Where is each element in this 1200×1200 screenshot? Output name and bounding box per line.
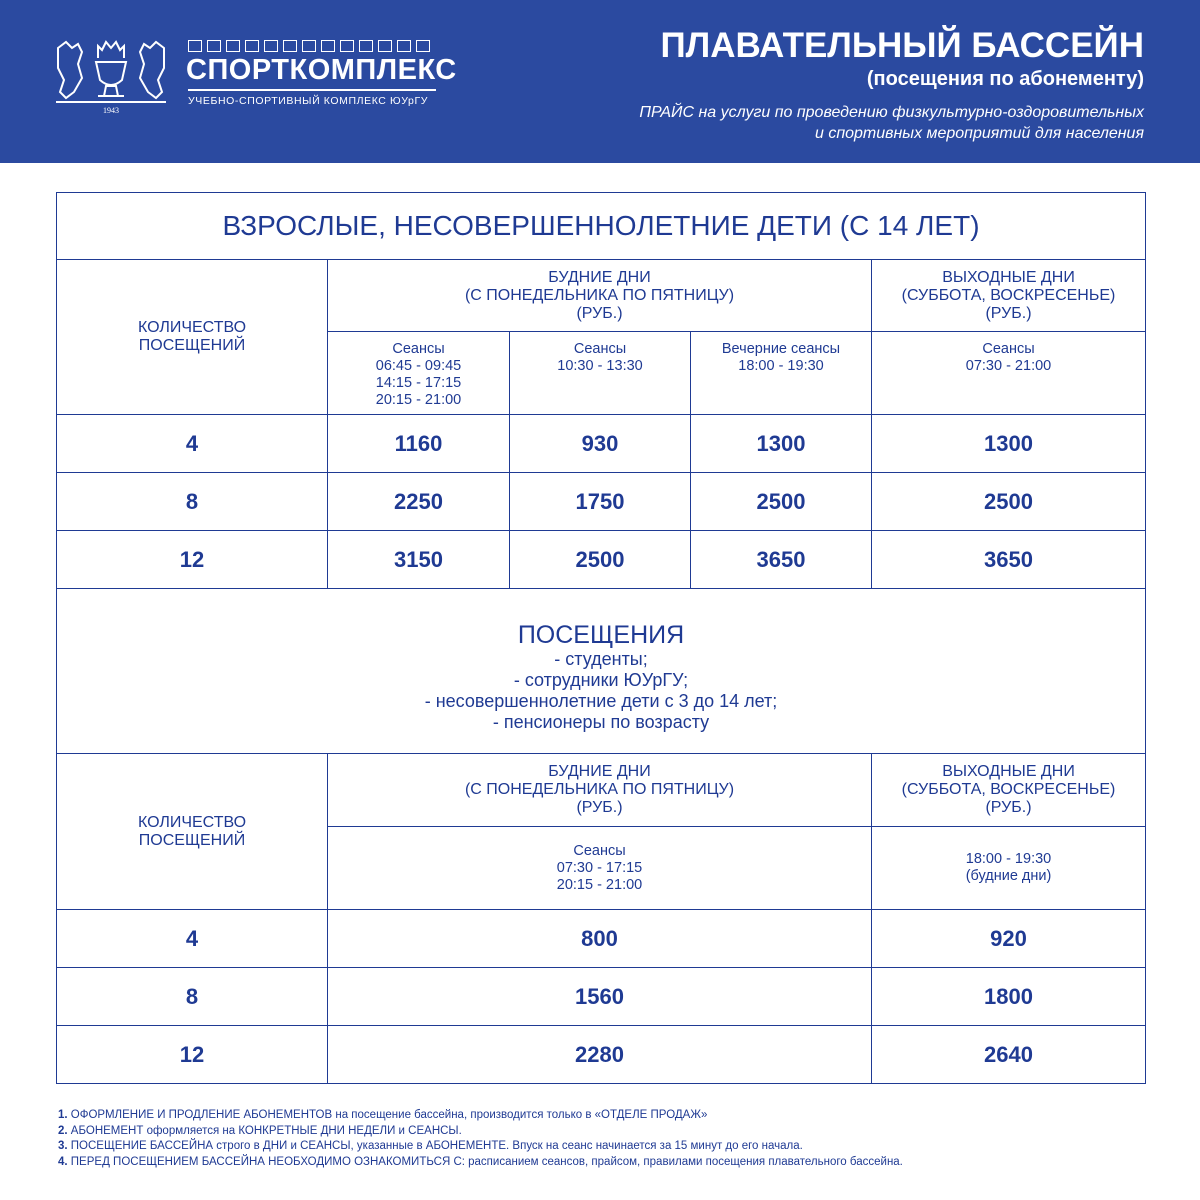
- price-note-line: ПРАЙС на услуги по проведению физкультурно-оздоровительных: [639, 104, 1144, 121]
- session-cell: [510, 332, 691, 415]
- footnote-text: ПЕРЕД ПОСЕЩЕНИЕМ БАССЕЙНА НЕОБХОДИМО ОЗНАКОМИТЬСЯ С: расписанием сеансов, прайсом, правилами посещения плавательного бассейна.: [67, 1155, 903, 1168]
- header-banner: [0, 0, 1200, 163]
- price-cell: 2500: [872, 473, 1146, 531]
- visit-count: 12: [57, 531, 328, 589]
- session-line: Сеансы: [573, 842, 626, 859]
- footnote-text: ОФОРМЛЕНИЕ И ПРОДЛЕНИЕ АБОНЕМЕНТОВ на посещение бассейна, производится только в «ОТДЕЛЕ ПРОДАЖ»: [67, 1109, 708, 1121]
- weekdays-header: [328, 754, 872, 827]
- weekend-header-line: (СУББОТА, ВОСКРЕСЕНЬЕ): [901, 286, 1116, 304]
- price-cell: 2250: [328, 473, 510, 531]
- weekend-header: [872, 754, 1146, 827]
- count-header: [57, 260, 328, 415]
- footnote: [58, 1139, 903, 1155]
- session-line: 14:15 - 17:15: [375, 375, 462, 391]
- weekend-header-line: (РУБ.): [985, 304, 1032, 322]
- visits-section: [57, 589, 1146, 754]
- footnote-number: 4.: [58, 1155, 68, 1168]
- price-cell: 2500: [510, 531, 691, 589]
- weekdays-header-line: (С ПОНЕДЕЛЬНИКА ПО ПЯТНИЦУ): [464, 781, 735, 798]
- price-table: [56, 192, 1146, 1084]
- sport-icon: [207, 40, 221, 52]
- weekdays-header-line: (С ПОНЕДЕЛЬНИКА ПО ПЯТНИЦУ): [464, 286, 735, 304]
- footnote-text: ПОСЕЩЕНИЕ БАССЕЙНА строго в ДНИ и СЕАНСЫ, указанные в АБОНЕМЕНТЕ. Впуск на сеанс начинается за 15 минут до его начала.: [67, 1140, 803, 1152]
- table-row: [57, 1026, 1146, 1084]
- count-header: [57, 754, 328, 910]
- price-cell: 3650: [872, 531, 1146, 589]
- table-row: [57, 968, 1146, 1026]
- price-cell: 2280: [328, 1026, 872, 1084]
- page-subtitle: (посещения по абонементу): [866, 68, 1144, 90]
- brand-name: СПОРТКОМПЛЕКС: [186, 54, 457, 86]
- brand-divider: [188, 89, 436, 91]
- weekdays-header-line: БУДНИЕ ДНИ: [548, 268, 651, 286]
- session-cell: [691, 332, 872, 415]
- weekdays-header-line: БУДНИЕ ДНИ: [548, 763, 651, 780]
- footnote-text: АБОНЕМЕНТ оформляется на КОНКРЕТНЫЕ ДНИ НЕДЕЛИ и СЕАНСЫ.: [67, 1124, 462, 1137]
- price-cell: 1300: [872, 415, 1146, 473]
- price-cell: 800: [328, 910, 872, 968]
- footnote: [58, 1155, 903, 1171]
- section-adults-title: ВЗРОСЛЫЕ, НЕСОВЕРШЕННОЛЕТНИЕ ДЕТИ (С 14 ЛЕТ): [57, 193, 1146, 260]
- count-header-line: КОЛИЧЕСТВО: [137, 319, 247, 336]
- sport-icon: [302, 40, 316, 52]
- price-cell: 2500: [691, 473, 872, 531]
- footnote: [58, 1108, 903, 1124]
- weekdays-header: [328, 260, 872, 332]
- sport-icon: [188, 40, 202, 52]
- price-cell: 3650: [691, 531, 872, 589]
- sport-icon: [416, 40, 430, 52]
- visit-count: 4: [57, 415, 328, 473]
- session-line: (будние дни): [965, 868, 1052, 884]
- footnote-number: 2.: [58, 1124, 68, 1137]
- price-cell: 1800: [872, 968, 1146, 1026]
- page-title: ПЛАВАТЕЛЬНЫЙ БАССЕЙН: [660, 26, 1144, 65]
- price-cell: 1750: [510, 473, 691, 531]
- sport-icons-row: [188, 40, 430, 52]
- count-header-line: ПОСЕЩЕНИЙ: [138, 337, 246, 354]
- weekend-header-line: ВЫХОДНЫЕ ДНИ: [942, 763, 1075, 780]
- weekend-header-line: (РУБ.): [985, 799, 1032, 816]
- session-line: 18:00 - 19:30: [738, 358, 824, 374]
- price-cell: 1560: [328, 968, 872, 1026]
- price-cell: 3150: [328, 531, 510, 589]
- weekdays-header-line: (РУБ.): [576, 799, 623, 816]
- session-line: 20:15 - 21:00: [375, 392, 462, 408]
- sport-icon: [245, 40, 259, 52]
- visit-count: 12: [57, 1026, 328, 1084]
- visits-item: - пенсионеры по возрасту: [492, 712, 710, 732]
- university-emblem-icon: [52, 36, 170, 116]
- table-row: [57, 910, 1146, 968]
- visits-title: ПОСЕЩЕНИЯ: [517, 621, 685, 649]
- count-header-line: КОЛИЧЕСТВО: [137, 813, 247, 831]
- session-line: 07:30 - 21:00: [965, 358, 1052, 374]
- price-cell: 1160: [328, 415, 510, 473]
- brand-subtitle: УЧЕБНО-СПОРТИВНЫЙ КОМПЛЕКС ЮУрГУ: [188, 95, 428, 107]
- footnote: [58, 1124, 903, 1140]
- weekend-header-line: ВЫХОДНЫЕ ДНИ: [942, 268, 1075, 286]
- session-line: Сеансы: [392, 341, 445, 357]
- price-cell: 2640: [872, 1026, 1146, 1084]
- footnote-number: 1.: [58, 1109, 68, 1121]
- price-note-line: и спортивных мероприятий для населения: [814, 125, 1144, 142]
- sport-icon: [340, 40, 354, 52]
- visits-item: - студенты;: [554, 649, 648, 669]
- visits-item: - несовершеннолетние дети с 3 до 14 лет;: [424, 691, 778, 711]
- visit-count: 8: [57, 473, 328, 531]
- session-line: 10:30 - 13:30: [557, 358, 643, 374]
- weekdays-header-line: (РУБ.): [576, 304, 623, 322]
- visit-count: 4: [57, 910, 328, 968]
- session-line: 18:00 - 19:30: [965, 851, 1052, 867]
- table-row: [57, 415, 1146, 473]
- price-note: [544, 102, 1144, 144]
- session-cell: [872, 332, 1146, 415]
- session-cell: [328, 332, 510, 415]
- footnotes: [58, 1108, 903, 1170]
- footnote-number: 3.: [58, 1140, 68, 1152]
- session-line: Сеансы: [573, 341, 627, 357]
- sport-icon: [264, 40, 278, 52]
- weekend-header-line: (СУББОТА, ВОСКРЕСЕНЬЕ): [901, 781, 1116, 798]
- session-line: Сеансы: [982, 341, 1035, 357]
- weekend-header: [872, 260, 1146, 332]
- sport-icon: [283, 40, 297, 52]
- count-header-line: ПОСЕЩЕНИЙ: [138, 831, 246, 849]
- session-line: 07:30 - 17:15: [556, 859, 643, 876]
- sport-icon: [397, 40, 411, 52]
- session-line: 20:15 - 21:00: [556, 876, 643, 893]
- visits-item: - сотрудники ЮУрГУ;: [513, 670, 689, 690]
- sport-icon: [378, 40, 392, 52]
- session-cell: [328, 827, 872, 910]
- visit-count: 8: [57, 968, 328, 1026]
- sport-icon: [226, 40, 240, 52]
- sport-icon: [321, 40, 335, 52]
- price-cell: 1300: [691, 415, 872, 473]
- table-row: [57, 473, 1146, 531]
- sport-icon: [359, 40, 373, 52]
- price-cell: 930: [510, 415, 691, 473]
- price-cell: 920: [872, 910, 1146, 968]
- emblem-year: 1943: [103, 106, 119, 115]
- session-line: 06:45 - 09:45: [375, 358, 462, 374]
- session-cell: [872, 827, 1146, 910]
- session-line: Вечерние сеансы: [721, 341, 841, 357]
- table-row: [57, 531, 1146, 589]
